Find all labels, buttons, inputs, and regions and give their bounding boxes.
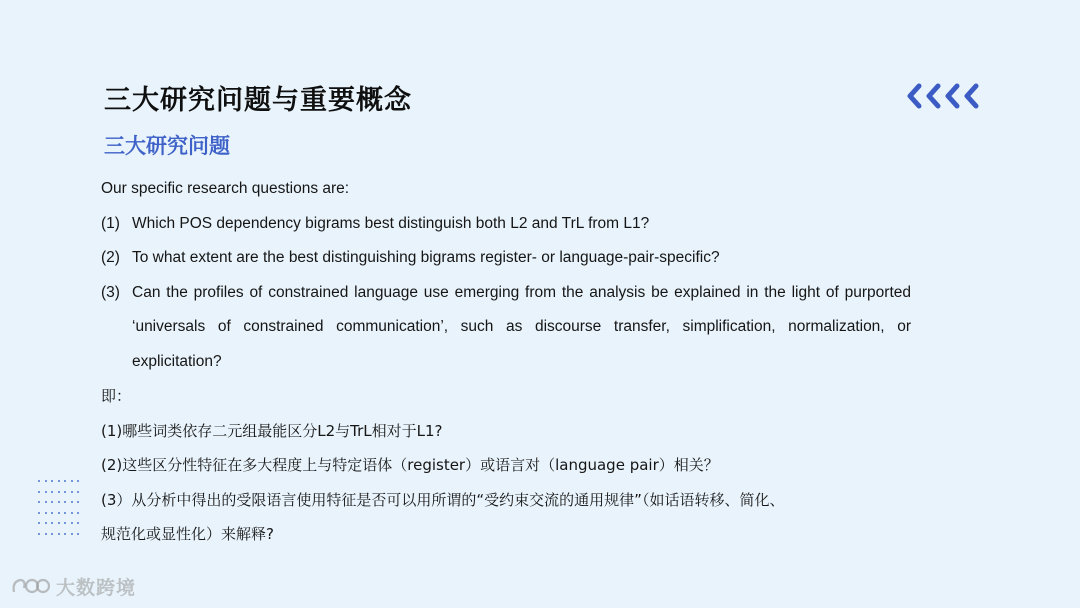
cn-question-line: (2)这些区分性特征在多大程度上与特定语体（register）或语言对（language pair）相关？ — [101, 456, 719, 474]
cn-question-line: (3）从分析中得出的受限语言使用特征是否可以用所谓的“受约束交流的通用规律”（如话语转移、简化、 — [101, 490, 785, 509]
content-body — [101, 172, 911, 552]
question-item — [101, 241, 911, 276]
question-number: (2) — [101, 249, 120, 266]
dot — [45, 480, 47, 482]
dot-grid-icon — [38, 480, 83, 540]
dot — [64, 491, 66, 493]
chevron-decoration — [905, 82, 991, 110]
cn-question-line: (1)哪些词类依存二元组最能区分L2与TrL相对于L1? — [101, 421, 443, 440]
dot — [71, 491, 73, 493]
intro-text: Our specific research questions are: — [101, 180, 350, 197]
chevron-left-icon — [910, 86, 919, 106]
page-title: 三大研究问题与重要概念 — [104, 85, 412, 116]
dot — [38, 491, 40, 493]
dot — [45, 501, 47, 503]
dot — [58, 512, 60, 514]
dot — [51, 522, 53, 524]
dot — [58, 480, 60, 482]
dot — [45, 491, 47, 493]
dot — [71, 533, 73, 535]
chevron-left-icon — [967, 86, 976, 106]
dot — [51, 491, 53, 493]
watermark — [10, 573, 136, 600]
dot — [38, 522, 40, 524]
dot — [71, 512, 73, 514]
question-item — [101, 207, 911, 242]
section-subtitle: 三大研究问题 — [104, 134, 230, 158]
dot — [38, 533, 40, 535]
dot — [58, 533, 60, 535]
dot — [64, 512, 66, 514]
brand-logo-icon — [10, 574, 50, 600]
question-text: Which POS dependency bigrams best distinguish both L2 and TrL from L1? — [132, 214, 650, 232]
dot — [51, 512, 53, 514]
question-text: Can the profiles of constrained language use emerging from the analysis be explained in the light of purported ‘universals of constrained communication’, such as discourse transfer, simplification, normalization, or explicitation? — [132, 283, 911, 370]
dot — [64, 533, 66, 535]
question-number: (1) — [101, 214, 120, 232]
dot — [51, 480, 53, 482]
watermark-text: 大数跨境 — [56, 577, 137, 599]
dot — [77, 522, 79, 524]
ji-label: 即： — [101, 387, 132, 405]
dot — [45, 522, 47, 524]
dot — [58, 491, 60, 493]
dot — [58, 501, 60, 503]
dot — [64, 480, 66, 482]
dot — [38, 480, 40, 482]
dot — [71, 522, 73, 524]
dot — [64, 501, 66, 503]
dot — [77, 501, 79, 503]
question-item — [101, 276, 911, 380]
dot — [51, 533, 53, 535]
dot — [71, 480, 73, 482]
dot — [71, 501, 73, 503]
question-text: To what extent are the best distinguishing bigrams register- or language-pair-specific? — [132, 249, 720, 266]
dot — [58, 522, 60, 524]
dot — [38, 501, 40, 503]
dot — [64, 522, 66, 524]
dot — [77, 533, 79, 535]
dot — [77, 480, 79, 482]
cn-question-line: 规范化或显性化）来解释? — [101, 525, 274, 543]
chevron-left-icon — [948, 86, 957, 106]
chevron-left-icon — [929, 86, 938, 106]
dot — [51, 501, 53, 503]
dot — [45, 512, 47, 514]
dot — [45, 533, 47, 535]
dot — [38, 512, 40, 514]
question-number: (3) — [101, 283, 120, 301]
dot — [77, 491, 79, 493]
dot — [77, 512, 79, 514]
